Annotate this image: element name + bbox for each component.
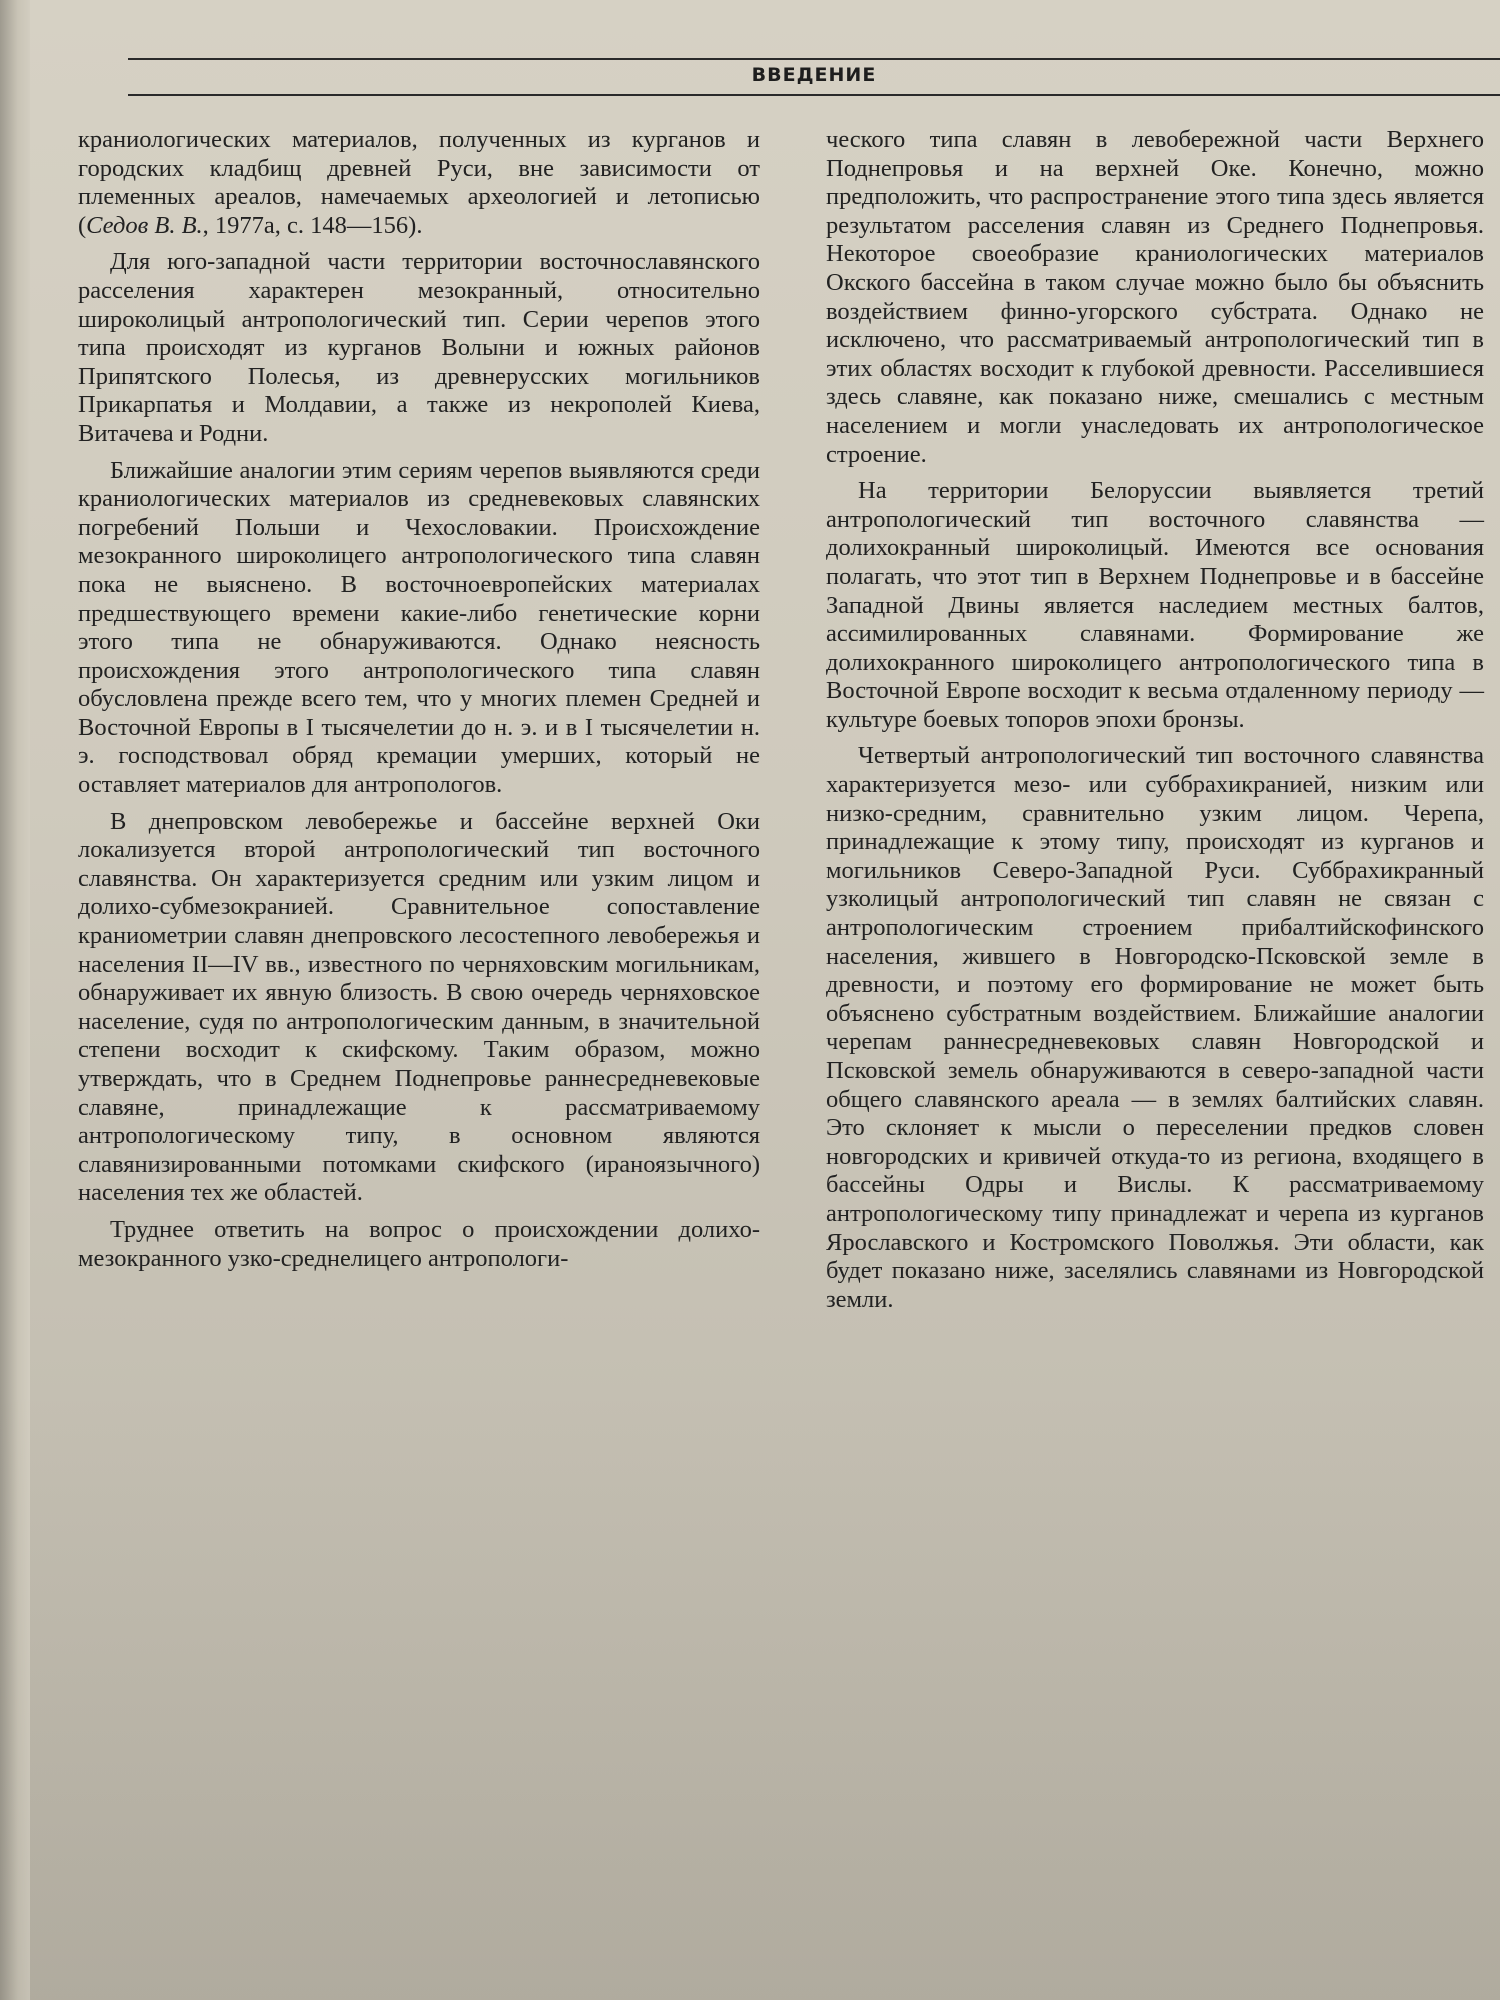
- paragraph: Для юго-западной части территории восточнославянского расселения характерен мезокранный, относительно широколицый антропологический тип. Серии черепов этого типа происходят из курганов Волыни и южных районов Припятского Полесья, из древнерусских могильников Прикарпатья и Молдавии, а также из некрополей Киева, Витачева и Родни.: [78, 248, 760, 447]
- page-gutter-edge: [0, 0, 30, 2000]
- paragraph: На территории Белоруссии выявляется третий антропологический тип восточного славянства — долихокранный широколицый. Имеются все основания полагать, что этот тип в Верхнем Поднепровье и в бассейне Западной Двины является наследием местных балтов, ассимилированных славянами. Формирование же долихокранного широколицего антропологического типа в Восточной Европе восходит к весьма отдаленному периоду — культуре боевых топоров эпохи бронзы.: [826, 477, 1484, 733]
- running-head: ВВЕДЕНИЕ: [751, 64, 877, 86]
- lower-page-shadow: [0, 1380, 1500, 2000]
- paragraph: В днепровском левобережье и бассейне верхней Оки локализуется второй антропологический тип восточного славянства. Он характеризуется средним или узким лицом и долихо-субмезокранией. Сравнительное сопоставление краниометрии славян днепровского лесостепного левобережья и населения II—IV вв., известного по черняховским могильникам, обнаруживает их явную близость. В свою очередь черняховское население, судя по антропологическим данным, в значительной степени восходит к скифскому. Таким образом, можно утверждать, что в Среднем Поднепровье раннесредневековые славяне, принадлежащие к рассматриваемому антропологическому типу, в основном являются славянизированными потомками скифского (ираноязычного) населения тех же областей.: [78, 807, 760, 1207]
- paragraph: Труднее ответить на вопрос о происхождении долихо-мезокранного узко-среднелицего антропологи-: [78, 1215, 760, 1272]
- header-rule-bottom: [128, 94, 1500, 96]
- citation-tail: , 1977а, с. 148—156).: [202, 211, 423, 239]
- paragraph: [78, 126, 760, 240]
- right-text-column: [826, 126, 1484, 1322]
- paragraph: Ближайшие аналогии этим сериям черепов выявляются среди краниологических материалов из средневековых славянских погребений Польши и Чехословакии. Происхождение мезокранного широколицего антропологического типа славян пока не выяснено. В восточноевропейских материалах предшествующего времени какие-либо генетические корни этого типа не обнаруживаются. Однако неясность происхождения этого антропологического типа славян обусловлена прежде всего тем, что у многих племен Средней и Восточной Европы в I тысячелетии до н. э. и в I тысячелетии н. э. господствовал обряд кремации умерших, который не оставляет материалов для антропологов.: [78, 456, 760, 799]
- paragraph: Четвертый антропологический тип восточного славянства характеризуется мезо- или суббрахикранией, низким или низко-средним, сравнительно узким лицом. Черепа, принадлежащие к этому типу, происходят из курганов и могильников Северо-Западной Руси. Суббрахикранный узколицый антропологический тип славян не связан с антропологическим строением прибалтийскофинского населения, жившего в Новгородско-Псковской земле в древности, и поэтому его формирование не может быть объяснено субстратным воздействием. Ближайшие аналогии черепам раннесредневековых славян Новгородской и Псковской земель обнаруживаются в северо-западной части общего славянского ареала — в землях балтийских славян. Это склоняет к мысли о переселении предков словен новгородских и кривичей откуда-то из региона, входящего в бассейны Одры и Вислы. К рассматриваемому антропологическому типу принадлежат и черепа из курганов Ярославского и Костромского Поволжья. Эти области, как будет показано ниже, заселялись славянами из Новгородской земли.: [826, 742, 1484, 1313]
- citation-author: Седов В. В.: [86, 211, 203, 239]
- header-rule-top: [128, 58, 1500, 60]
- paragraph-text: краниологических материалов, полученных из курганов и городских кладбищ древней Руси, вне зависимости от племенных ареалов, намечаемых археологией и летописью (: [78, 126, 760, 239]
- paragraph: ческого типа славян в левобережной части Верхнего Поднепровья и на верхней Оке. Конечно, можно предположить, что распространение этого типа здесь является результатом расселения славян из Среднего Поднепровья. Некоторое своеобразие краниологических материалов Окского бассейна в таком случае можно было бы объяснить воздействием финно-угорского субстрата. Однако не исключено, что рассматриваемый антропологический тип в этих областях восходит к глубокой древности. Расселившиеся здесь славяне, как показано ниже, смешались с местным населением и могли унаследовать их антропологическое строение.: [826, 126, 1484, 468]
- left-text-column: [78, 126, 760, 1281]
